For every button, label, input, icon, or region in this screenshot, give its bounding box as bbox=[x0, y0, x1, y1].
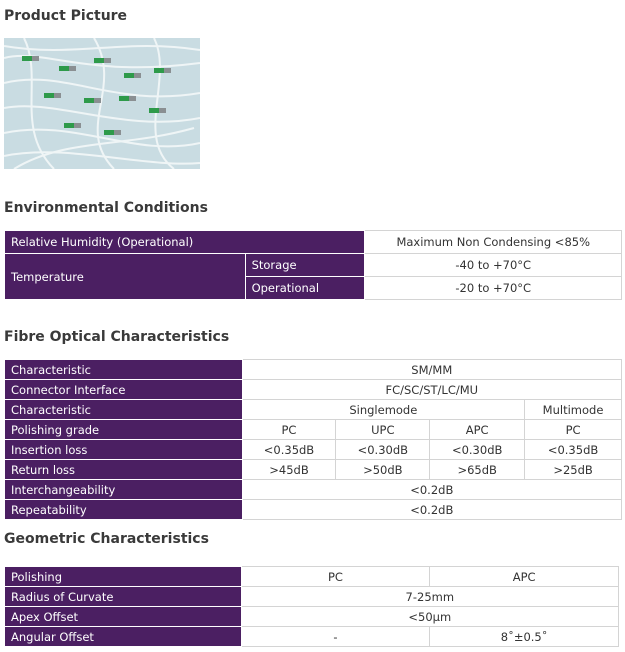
humidity-label: Relative Humidity (Operational) bbox=[5, 231, 365, 254]
environmental-heading: Environmental Conditions bbox=[4, 200, 208, 216]
insertion-loss-cell: <0.30dB bbox=[336, 440, 430, 460]
insertion-loss-cell: <0.35dB bbox=[525, 440, 622, 460]
temperature-label: Temperature bbox=[5, 254, 246, 300]
angular-offset-apc: 8˚±0.5˚ bbox=[430, 627, 619, 647]
return-loss-cell: >65dB bbox=[430, 460, 525, 480]
fibre-optical-table bbox=[4, 359, 622, 520]
multimode-header: Multimode bbox=[525, 400, 622, 420]
insertion-loss-label: Insertion loss bbox=[5, 440, 243, 460]
return-loss-cell: >45dB bbox=[242, 460, 336, 480]
polishing-label: Polishing bbox=[5, 567, 242, 587]
polishing-grade-label: Polishing grade bbox=[5, 420, 243, 440]
humidity-value: Maximum Non Condensing <85% bbox=[365, 231, 622, 254]
radius-label: Radius of Curvate bbox=[5, 587, 242, 607]
fibre-optical-heading: Fibre Optical Characteristics bbox=[4, 329, 230, 345]
angular-offset-pc: - bbox=[241, 627, 430, 647]
storage-value: -40 to +70°C bbox=[365, 254, 622, 277]
repeatability-label: Repeatability bbox=[5, 500, 243, 520]
fibre-patch-cords-image bbox=[4, 38, 200, 169]
environmental-table bbox=[4, 230, 622, 300]
interchangeability-label: Interchangeability bbox=[5, 480, 243, 500]
operational-label: Operational bbox=[245, 277, 365, 300]
characteristic-label: Characteristic bbox=[5, 360, 243, 380]
angular-offset-label: Angular Offset bbox=[5, 627, 242, 647]
apex-offset-label: Apex Offset bbox=[5, 607, 242, 627]
product-picture-heading: Product Picture bbox=[4, 8, 128, 24]
polishing-cell: APC bbox=[430, 420, 525, 440]
polishing-cell: PC bbox=[242, 420, 336, 440]
storage-label: Storage bbox=[245, 254, 365, 277]
polishing-cell: PC bbox=[525, 420, 622, 440]
return-loss-cell: >25dB bbox=[525, 460, 622, 480]
geometric-heading: Geometric Characteristics bbox=[4, 531, 209, 547]
operational-value: -20 to +70°C bbox=[365, 277, 622, 300]
connector-label: Connector Interface bbox=[5, 380, 243, 400]
insertion-loss-cell: <0.30dB bbox=[430, 440, 525, 460]
return-loss-cell: >50dB bbox=[336, 460, 430, 480]
product-photo bbox=[4, 38, 200, 169]
polishing-cell: UPC bbox=[336, 420, 430, 440]
characteristic-value: SM/MM bbox=[242, 360, 621, 380]
radius-value: 7-25mm bbox=[241, 587, 618, 607]
polishing-apc: APC bbox=[430, 567, 619, 587]
repeatability-value: <0.2dB bbox=[242, 500, 621, 520]
interchangeability-value: <0.2dB bbox=[242, 480, 621, 500]
apex-offset-value: <50µm bbox=[241, 607, 618, 627]
geometric-table bbox=[4, 566, 619, 647]
polishing-pc: PC bbox=[241, 567, 430, 587]
singlemode-header: Singlemode bbox=[242, 400, 525, 420]
characteristic-mode-label: Characteristic bbox=[5, 400, 243, 420]
insertion-loss-cell: <0.35dB bbox=[242, 440, 336, 460]
connector-value: FC/SC/ST/LC/MU bbox=[242, 380, 621, 400]
return-loss-label: Return loss bbox=[5, 460, 243, 480]
